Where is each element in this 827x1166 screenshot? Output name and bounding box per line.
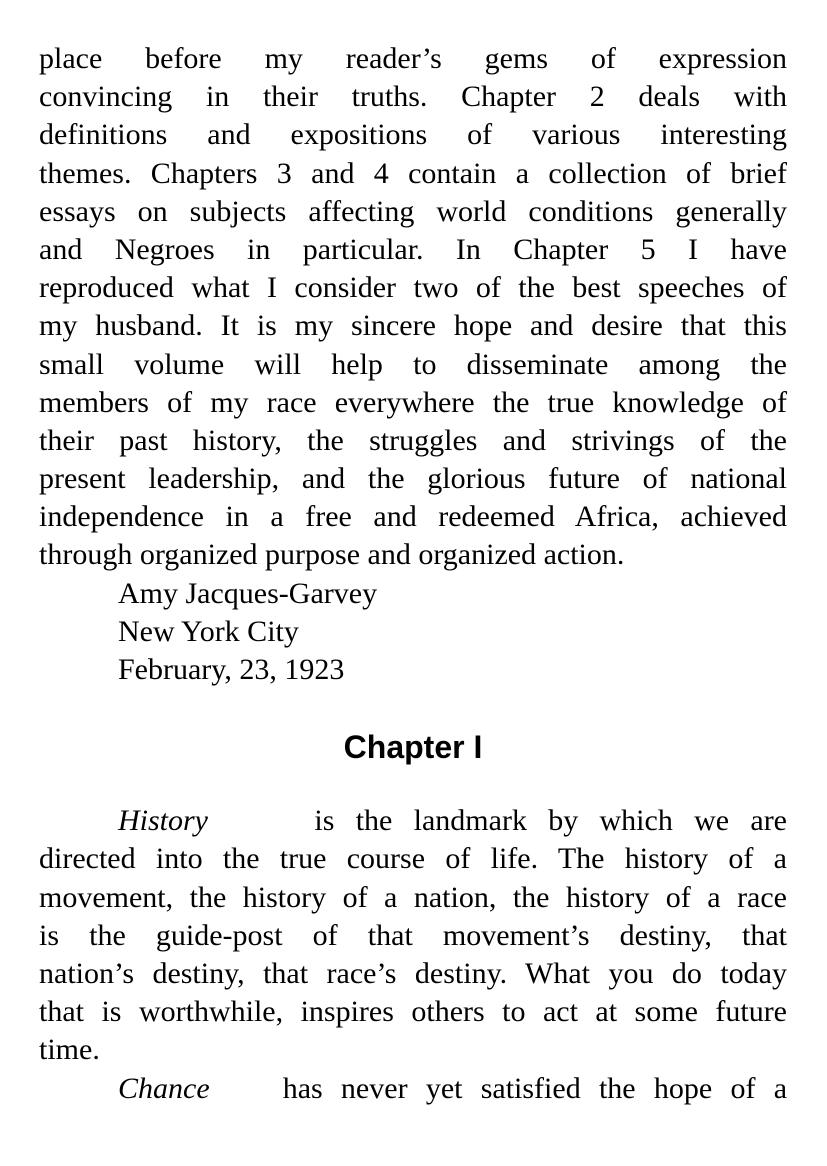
signature-place: New York City <box>118 614 299 648</box>
intro-line: through organized purpose and organized action. <box>39 538 625 572</box>
intro-line: my husband. It is my sincere hope and desire that this <box>39 309 787 343</box>
signature-date: February, 23, 1923 <box>118 653 345 686</box>
intro-line: and Negroes in particular. In Chapter 5 I have <box>39 232 787 266</box>
intro-line: small volume will help to disseminate among the <box>39 347 787 381</box>
intro-line: definitions and expositions of various interesting <box>39 118 787 152</box>
chance-paragraph <box>39 1070 787 1108</box>
signature-block <box>39 575 787 690</box>
chapter-title: Chapter I <box>343 729 483 766</box>
chapter-body <box>39 802 787 1108</box>
chance-line-text: has never yet satisfied the hope of a <box>282 1071 788 1105</box>
intro-paragraph <box>39 40 787 575</box>
chance-first-line <box>39 1070 787 1108</box>
history-line: is the guide-post of that movement’s destiny, that <box>39 918 787 952</box>
chance-term: Chance <box>118 1071 210 1105</box>
history-first-line <box>39 802 787 840</box>
intro-line: reproduced what I consider two of the best speeches of <box>39 271 787 305</box>
intro-line: members of my race everywhere the true knowledge of <box>39 385 787 419</box>
intro-line: convincing in their truths. Chapter 2 deals with <box>39 80 787 114</box>
intro-line: place before my reader’s gems of expression <box>39 42 787 75</box>
history-line: that is worthwhile, inspires others to act at some future <box>39 995 787 1029</box>
history-line: movement, the history of a nation, the history of a race <box>39 880 787 914</box>
history-line-text: is the landmark by which we are <box>314 804 787 838</box>
history-line: time. <box>39 1033 100 1067</box>
history-term: History <box>118 804 208 838</box>
intro-line: their past history, the struggles and strivings of the <box>39 423 787 457</box>
signature-name: Amy Jacques-Garvey <box>118 576 378 610</box>
intro-line: present leadership, and the glorious future of national <box>39 462 787 496</box>
history-line: nation’s destiny, that race’s destiny. What you do today <box>39 956 787 990</box>
intro-line: essays on subjects affecting world conditions generally <box>39 194 787 228</box>
history-line: directed into the true course of life. The history of a <box>39 842 787 876</box>
history-paragraph <box>39 802 787 1069</box>
intro-line: themes. Chapters 3 and 4 contain a collection of brief <box>39 156 787 190</box>
document-page <box>39 40 787 1108</box>
intro-line: independence in a free and redeemed Africa, achieved <box>39 500 787 534</box>
